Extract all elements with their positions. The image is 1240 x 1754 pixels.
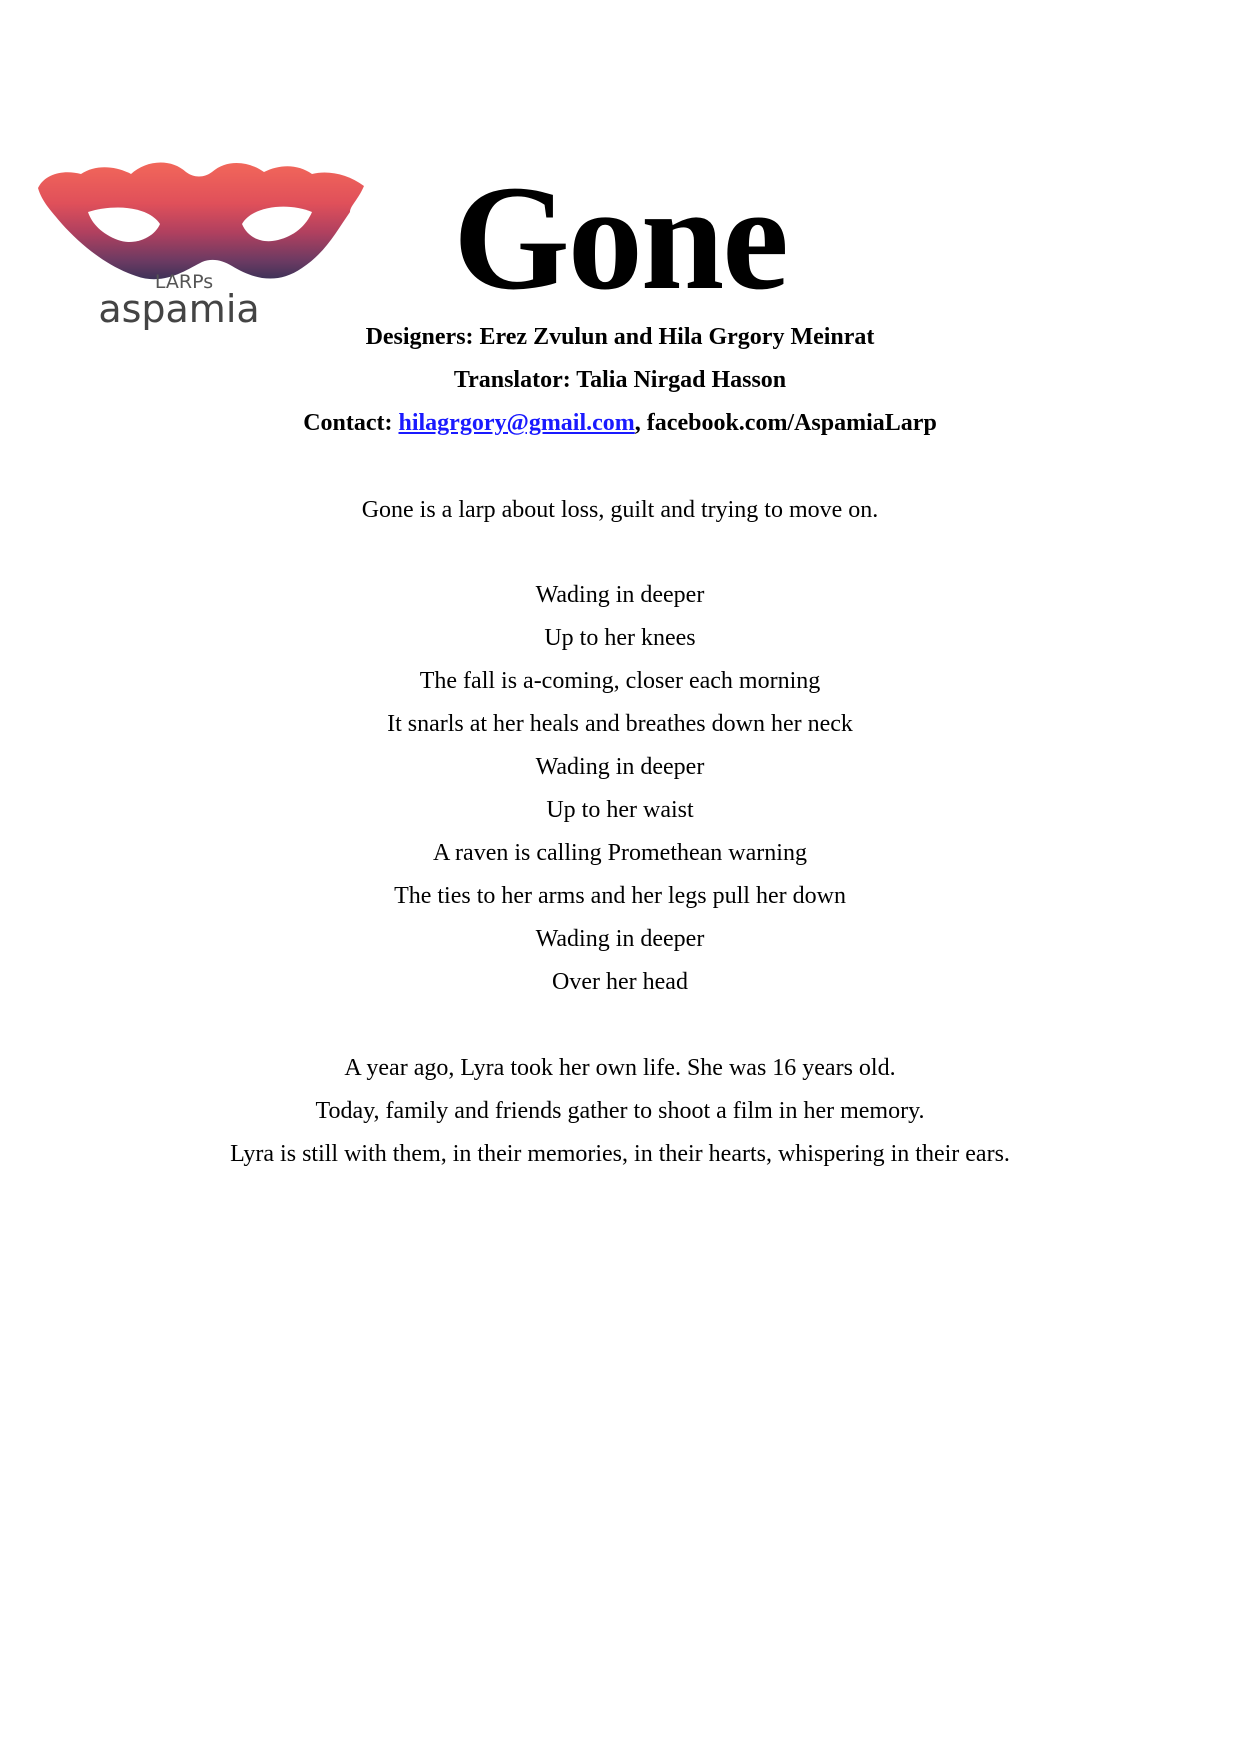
story-line: Today, family and friends gather to shoot a film in her memory. [315,1098,925,1124]
logo-brand-text: aspamia [98,287,260,331]
story-line: Lyra is still with them, in their memories, in their hearts, whispering in their ears. [230,1141,1010,1167]
contact-line [0,408,1240,438]
intro-line: Gone is a larp about loss, guilt and trying to move on. [361,497,879,523]
poem-line: Up to her knees [544,625,696,651]
contact-label: Contact: [303,410,399,436]
document-title: Gone [453,155,787,321]
contact-email-link[interactable]: hilagrgory@gmail.com [398,410,635,436]
poem-line: Up to her waist [546,797,694,823]
poem-line: The fall is a-coming, closer each morning [419,668,821,694]
poem-line: Wading in deeper [535,926,705,952]
contact-facebook: , facebook.com/AspamiaLarp [634,410,937,436]
translator-line: Translator: Talia Nirgad Hasson [453,367,787,393]
poem-line: The ties to her arms and her legs pull her down [394,883,846,909]
poem-line: Wading in deeper [535,582,705,608]
poem-line: Wading in deeper [535,754,705,780]
poem-line: A raven is calling Promethean warning [433,840,807,866]
logo-larps-text: LARPs [154,271,214,293]
poem-line: Over her head [552,969,688,995]
poem-line: It snarls at her heals and breathes down her neck [387,711,853,737]
story-line: A year ago, Lyra took her own life. She was 16 years old. [344,1055,896,1081]
designers-line: Designers: Erez Zvulun and Hila Grgory Meinrat [365,324,875,350]
